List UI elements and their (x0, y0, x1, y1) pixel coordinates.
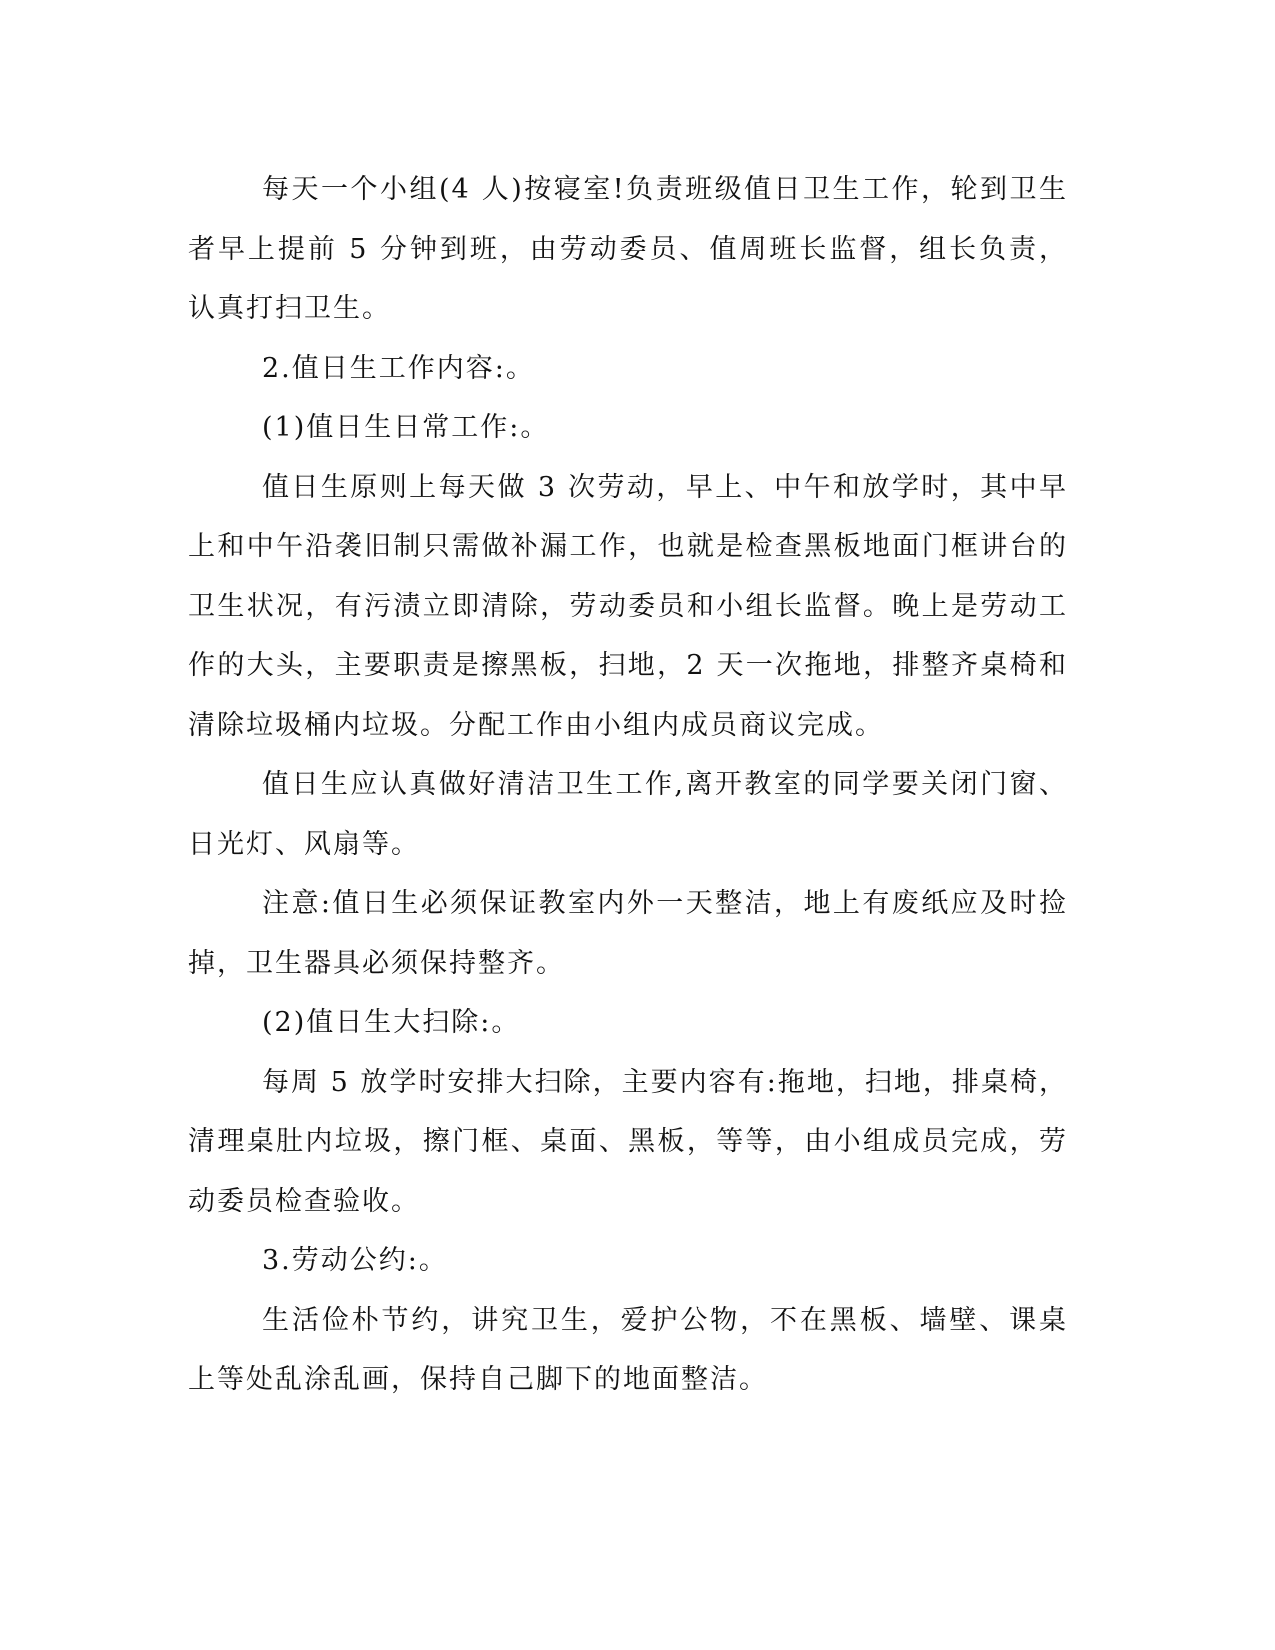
paragraph-note: 注意:值日生必须保证教室内外一天整洁，地上有废纸应及时捡掉，卫生器具必须保持整齐。 (188, 888, 1068, 979)
paragraph-labor-convention: 生活俭朴节约，讲究卫生，爱护公物，不在黑板、墙壁、课桌上等处乱涂乱画，保持自己脚下的地面整洁。 (188, 1304, 1068, 1395)
document-body (188, 160, 1068, 1410)
heading-duty-content: 2.值日生工作内容:。 (262, 352, 535, 384)
heading-labor-convention: 3.劳动公约:。 (262, 1245, 448, 1276)
paragraph-daily-work: 值日生原则上每天做 3 次劳动，早上、中午和放学时，其中早上和中午沿袭旧制只需做补漏工作，也就是检查黑板地面门框讲台的卫生状况，有污渍立即清除，劳动委员和小组长监督。晚上是劳动工作的大头，主要职责是擦黑板，扫地，2 天一次拖地，排整齐桌椅和清除垃圾桶内垃圾。分配工作由小组内成员商议完成。 (188, 471, 1068, 741)
heading-daily-work: (1)值日生日常工作:。 (262, 412, 550, 443)
paragraph-duty-group: 每天一个小组(4 人)按寝室!负责班级值日卫生工作，轮到卫生者早上提前 5 分钟到班，由劳动委员、值周班长监督，组长负责，认真打扫卫生。 (188, 174, 1068, 324)
heading-big-cleaning: (2)值日生大扫除:。 (262, 1007, 521, 1038)
paragraph-leaving-classroom: 值日生应认真做好清洁卫生工作,离开教室的同学要关闭门窗、日光灯、风扇等。 (188, 769, 1068, 860)
paragraph-big-cleaning: 每周 5 放学时安排大扫除，主要内容有:拖地，扫地，排桌椅，清理桌肚内垃圾，擦门框、桌面、黑板，等等，由小组成员完成，劳动委员检查验收。 (188, 1066, 1068, 1217)
